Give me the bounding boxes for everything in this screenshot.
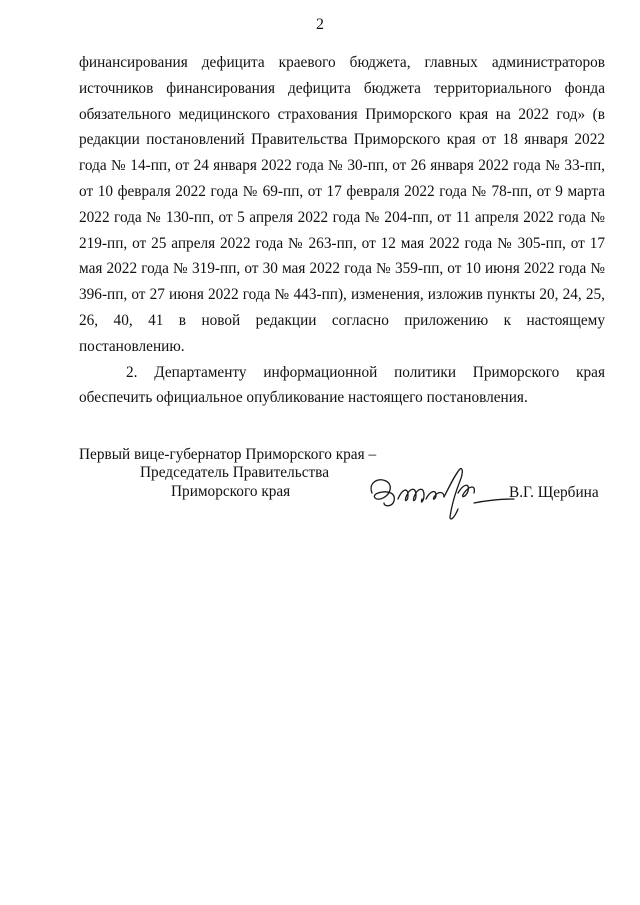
signer-position-line-3: Приморского края bbox=[171, 483, 291, 500]
signer-position-line-2: Председатель Правительства bbox=[140, 464, 329, 481]
signer-name: В.Г. Щербина bbox=[509, 484, 599, 501]
signer-position-line-1: Первый вице-губернатор Приморского края – bbox=[79, 446, 377, 463]
paragraph-amendments: финансирования дефицита краевого бюджета, главных администраторов источников финансирования дефицита бюджета территориального фонда обязательного медицинского страхования Приморского края на 2022 год» (в редакции постановлений Правительства Приморского края от 18 января 2022 года № 14-пп, от 24 января 2022 года № 30-пп, от 26 января 2022 года № 33-пп, от 10 февраля 2022 года № 69-пп, от 17 февраля 2022 года № 78-пп, от 9 марта 2022 года № 130-пп, от 5 апреля 2022 года № 204-пп, от 11 апреля 2022 года № 219-пп, от 25 апреля 2022 года № 263-пп, от 12 мая 2022 года № 305-пп, от 17 мая 2022 года № 319-пп, от 30 мая 2022 года № 359-пп, от 10 июня 2022 года № 396-пп, от 27 июня 2022 года № 443-пп), изменения, изложив пункты 20, 24, 25, 26, 40, 41 в новой редакции согласно приложению к настоящему постановлению. bbox=[79, 54, 605, 355]
signature-block bbox=[79, 446, 619, 526]
page-number: 2 bbox=[316, 16, 324, 33]
paragraph-publication: 2. Департаменту информационной политики Приморского края обеспечить официальное опубликование настоящего постановления. bbox=[79, 363, 605, 407]
document-body bbox=[79, 50, 605, 411]
